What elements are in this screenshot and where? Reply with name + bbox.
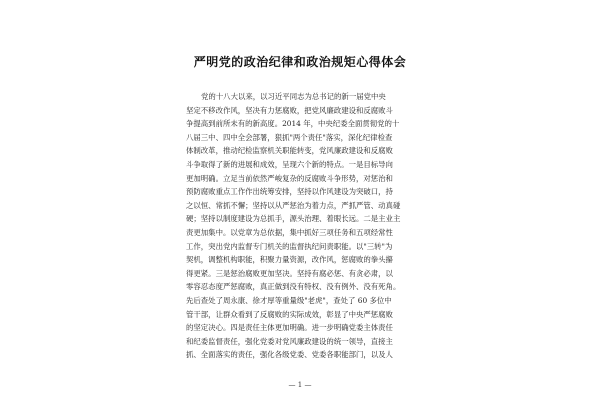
body-line: 先后查处了周永康、徐才厚等重量级"老虎"，查处了 60 多位中 bbox=[186, 295, 392, 305]
body-line: 责更加集中。以党章为总依据，集中抓好三项任务和五项经常性 bbox=[186, 227, 393, 237]
body-line: 坚定不移改作风，坚决有力惩腐败，把党风廉政建设和反腐败斗 bbox=[186, 105, 393, 115]
body-line: 工作，突出党内监督专门机关的监督执纪问责职能。以"三转"为 bbox=[186, 241, 393, 251]
body-line: 预防腐败重点工作作出统筹安排，坚持以作风建设为突破口，持 bbox=[186, 187, 393, 197]
body-line: 之以恒、常抓不懈；坚持以从严惩治为着力点，严抓严管、动真碰 bbox=[186, 200, 401, 210]
body-line: 的坚定决心。四是责任主体更加明确。进一步明确党委主体责任 bbox=[186, 323, 393, 333]
page-number: — 1 — bbox=[288, 381, 312, 389]
body-line: 更加明确。立足当前依然严峻复杂的反腐败斗争形势，对惩治和 bbox=[186, 173, 393, 183]
document-title: 严明党的政治纪律和政治规矩心得体会 bbox=[193, 55, 407, 69]
body-line: 和纪委监督责任，强化党委对党风廉政建设的统一领导，直接主 bbox=[186, 336, 393, 346]
document-body bbox=[186, 90, 414, 362]
body-line: 硬；坚持以制度建设为总抓手，源头治理、着眼长远。二是主业主 bbox=[186, 214, 401, 224]
body-line: 争提高到前所未有的新高度。2014 年，中央纪委全面贯彻党的十 bbox=[186, 119, 400, 129]
body-line: 抓、全面落实的责任，强化各级党委、党委各职能部门，以及人 bbox=[186, 350, 393, 360]
body-line: 契机，调整机构职能，积聚力量资源，改作风，惩腐败的拳头攥 bbox=[186, 255, 393, 265]
body-line: 得更紧。三是惩治腐败更加坚决。坚持有腐必惩、有贪必肃，以 bbox=[186, 268, 393, 278]
body-line: 八届三中、四中全会部署，狠抓"两个责任"落实，深化纪律检查 bbox=[186, 132, 393, 142]
body-line: 党的十八大以来，以习近平同志为总书记的新一届党中央 bbox=[201, 92, 386, 101]
body-line: 管干部，让群众看到了反腐败的实际成效，彰显了中央严惩腐败 bbox=[186, 309, 393, 319]
body-line: 斗争取得了新的进展和成效，呈现六个新的特点。一是目标导向 bbox=[186, 159, 393, 169]
body-line: 体制改革，推动纪检监察机关职能转变，党风廉政建设和反腐败 bbox=[186, 146, 393, 156]
body-line: 零容忍态度严惩腐败，真正做到没有特权、没有例外、没有死角。 bbox=[186, 282, 401, 292]
